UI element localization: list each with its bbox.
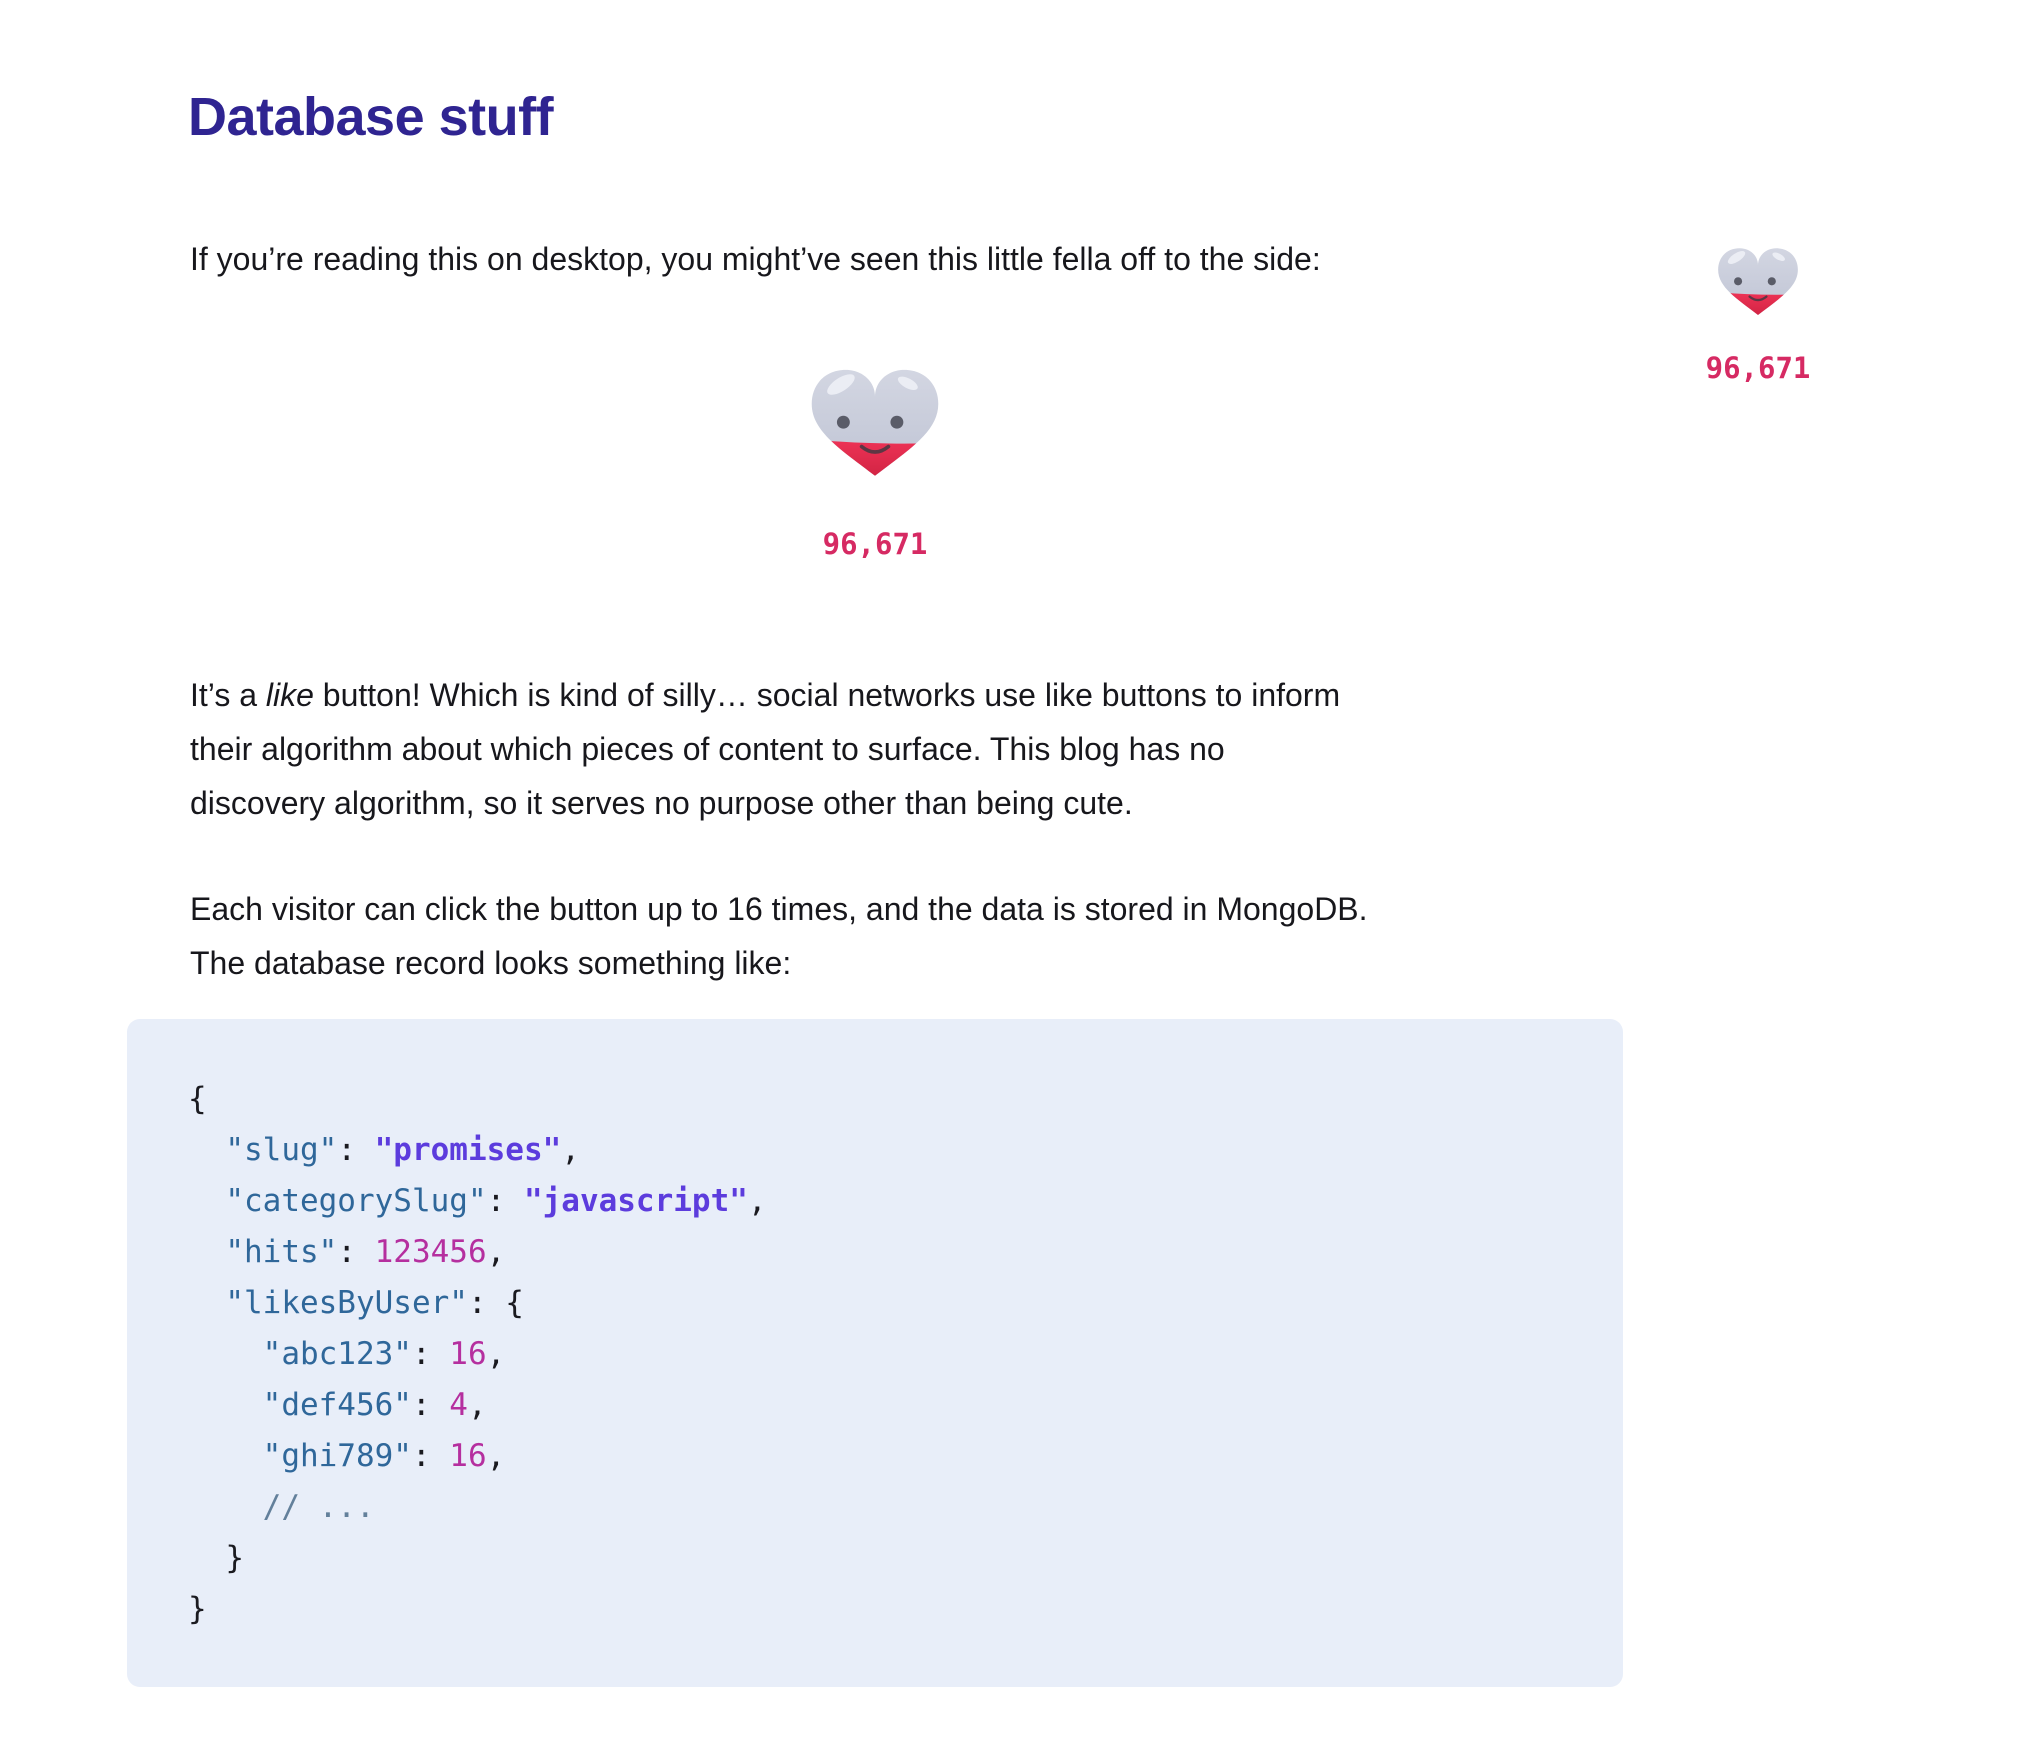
code-line bbox=[188, 1278, 1583, 1329]
paragraph-line bbox=[190, 668, 1590, 722]
page-title: Database stuff bbox=[188, 87, 554, 147]
inline-like-widget bbox=[190, 360, 1560, 561]
code-line bbox=[188, 1584, 1583, 1635]
code-token-num: 16 bbox=[449, 1336, 487, 1372]
italic-text-run: like bbox=[265, 677, 314, 713]
code-token-key: "def456" bbox=[188, 1387, 412, 1423]
code-token-punc: , bbox=[561, 1132, 580, 1168]
code-line bbox=[188, 1329, 1583, 1380]
code-token-punc: : bbox=[411, 1438, 450, 1474]
code-line bbox=[188, 1533, 1583, 1584]
code-token-punc: : bbox=[411, 1336, 450, 1372]
code-token-punc: : bbox=[337, 1132, 375, 1168]
intro-paragraph: If you’re reading this on desktop, you might’ve seen this little fella off to the side: bbox=[190, 241, 1321, 277]
code-token-punc: , bbox=[747, 1183, 767, 1219]
code-line bbox=[188, 1431, 1583, 1482]
code-line bbox=[188, 1125, 1583, 1176]
code-token-str: "javascript" bbox=[523, 1183, 748, 1219]
code-token-punc: : bbox=[337, 1234, 375, 1270]
code-token-punc: } bbox=[188, 1591, 207, 1627]
code-token-punc: : { bbox=[467, 1285, 524, 1321]
code-block bbox=[127, 1019, 1623, 1687]
text-run: button! Which is kind of silly… social networks use like buttons to inform bbox=[313, 677, 1341, 713]
paragraph-line: The database record looks something like: bbox=[190, 945, 792, 981]
heart-icon bbox=[1712, 242, 1804, 319]
code-token-key: "abc123" bbox=[188, 1336, 412, 1372]
code-line bbox=[188, 1227, 1583, 1278]
paragraph-line: discovery algorithm, so it serves no purpose other than being cute. bbox=[190, 785, 1133, 821]
code-token-punc: : bbox=[486, 1183, 524, 1219]
paragraph-line: Each visitor can click the button up to 16 times, and the data is stored in MongoDB. bbox=[190, 891, 1368, 927]
sidebar-like-button[interactable] bbox=[1712, 242, 1804, 319]
code-line bbox=[188, 1380, 1583, 1431]
code-token-punc: } bbox=[188, 1540, 244, 1576]
like-button-paragraph bbox=[190, 668, 1590, 830]
paragraph-line: their algorithm about which pieces of content to surface. This blog has no bbox=[190, 731, 1225, 767]
sidebar-like-count: 96,671 bbox=[1705, 351, 1811, 385]
mongodb-paragraph bbox=[190, 882, 1590, 990]
code-token-punc: , bbox=[486, 1438, 506, 1474]
code-line bbox=[188, 1074, 1583, 1125]
code-token-key: "likesByUser" bbox=[188, 1285, 468, 1321]
code-token-com: // ... bbox=[188, 1489, 375, 1525]
like-button[interactable] bbox=[802, 360, 948, 482]
code-token-punc: , bbox=[486, 1336, 506, 1372]
code-token-key: "slug" bbox=[188, 1132, 338, 1168]
heart-icon bbox=[802, 360, 948, 482]
code-line bbox=[188, 1482, 1583, 1533]
code-token-key: "ghi789" bbox=[188, 1438, 412, 1474]
code-token-punc: { bbox=[188, 1081, 207, 1117]
code-line bbox=[188, 1176, 1583, 1227]
code-token-num: 123456 bbox=[374, 1234, 487, 1270]
code-token-str: "promises" bbox=[374, 1132, 562, 1168]
like-count: 96,671 bbox=[822, 527, 928, 561]
sidebar-like-widget bbox=[1700, 242, 1816, 385]
code-token-num: 4 bbox=[449, 1387, 468, 1423]
code-token-punc: , bbox=[467, 1387, 487, 1423]
code-token-key: "hits" bbox=[188, 1234, 338, 1270]
text-run: It’s a bbox=[190, 677, 266, 713]
code-token-num: 16 bbox=[449, 1438, 487, 1474]
code-token-punc: , bbox=[486, 1234, 506, 1270]
code-token-punc: : bbox=[411, 1387, 450, 1423]
code-token-key: "categorySlug" bbox=[188, 1183, 487, 1219]
